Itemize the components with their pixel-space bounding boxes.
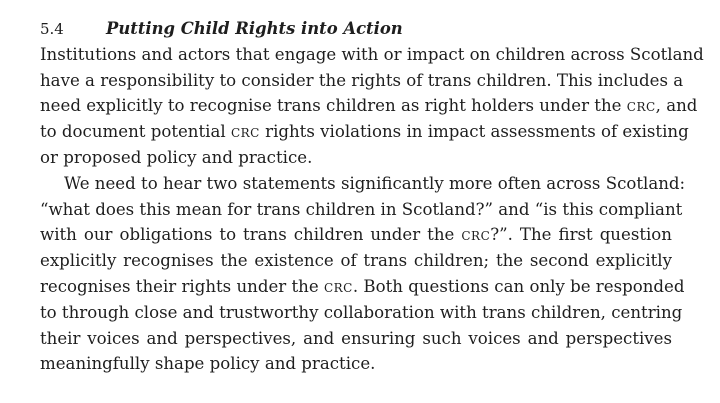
paragraph-line: have a responsibility to consider the rights of trans children. This includes a: [40, 70, 684, 90]
paragraph-line: with our obligations to trans children under the crc?”. The first question: [40, 225, 672, 245]
paragraph-line: explicitly recognises the existence of trans children; the second explicitly: [40, 251, 672, 271]
paragraph-2: [40, 171, 686, 377]
paragraph-line: recognises their rights under the crc. Both questions can only be responded: [40, 276, 685, 296]
paragraph-line: their voices and perspectives, and ensuring such voices and perspectives: [40, 328, 672, 348]
paragraph-line: or proposed policy and practice.: [40, 147, 313, 167]
paragraph-1: [40, 42, 704, 171]
section-heading: [40, 16, 672, 42]
document-page: [40, 16, 704, 377]
crc-abbreviation: crc: [626, 96, 656, 116]
crc-abbreviation: crc: [230, 122, 260, 142]
paragraph-line: to through close and trustworthy collaboration with trans children, centring: [40, 302, 683, 322]
section-number: 5.4: [40, 20, 64, 38]
paragraph-line: to document potential crc rights violations in impact assessments of existing: [40, 122, 689, 142]
crc-abbreviation: crc: [461, 225, 491, 245]
paragraph-line: need explicitly to recognise trans children as right holders under the crc, and: [40, 96, 698, 116]
paragraph-line: meaningfully shape policy and practice.: [40, 354, 376, 374]
section-title: Putting Child Rights into Action: [106, 19, 403, 38]
paragraph-line: Institutions and actors that engage with or impact on children across Scotland: [40, 44, 704, 64]
paragraph-line: We need to hear two statements significantly more often across Scotland:: [64, 173, 686, 193]
crc-abbreviation: crc: [323, 276, 353, 296]
paragraph-line: “what does this mean for trans children in Scotland?” and “is this compliant: [40, 199, 683, 219]
